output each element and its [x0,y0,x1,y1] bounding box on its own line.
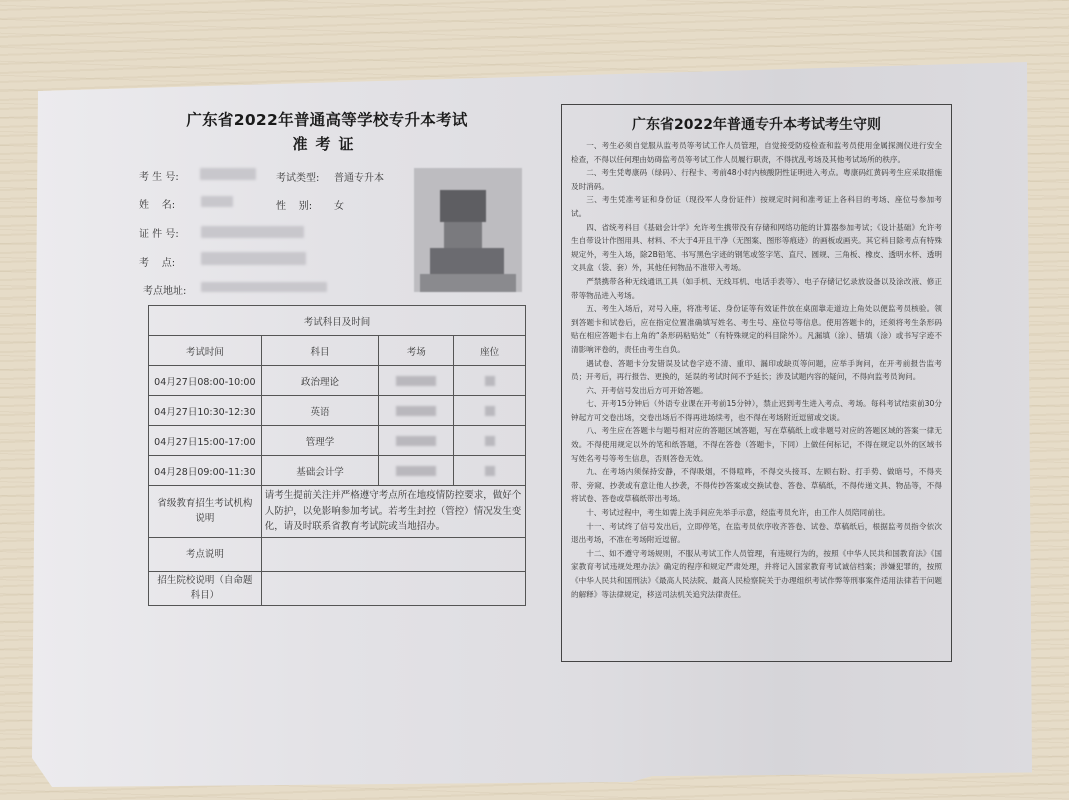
seat-redacted [454,456,526,486]
exam-time: 04月28日09:00-11:30 [149,456,262,486]
exam-no-redacted [200,168,256,180]
rule-paragraph: 六、开考信号发出后方可开始答题。 [586,385,708,395]
rules-title: 广东省2022年普通专升本考试考生守则 [632,117,881,133]
seat-redacted [454,366,526,396]
gender-value: 女 [334,201,344,212]
exam-site-label: 考 点: [139,258,176,269]
candidate-photo-pixelated [414,168,522,292]
schedule-caption: 考试科目及时间 [149,306,526,336]
school-note-label: 招生院校说明（自命题科目） [149,571,262,605]
table-row [149,456,526,486]
rule-paragraph: 三、考生凭准考证和身份证（现役军人身份证件）按规定时间和准考证上各科目的考场、座位号参加考试。 [571,195,942,218]
exam-room-redacted [379,366,454,396]
table-row [149,366,526,396]
exam-type-value: 普通专升本 [334,173,384,184]
site-note-row [149,537,526,571]
table-row [149,396,526,426]
name-redacted [201,196,233,207]
rule-paragraph: 十一、考试终了信号发出后，立即停笔，在监考员依序收齐答卷、试卷、草稿纸后，根据监考员指令依次退出考场，不准在考场附近逗留。 [571,521,942,545]
rule-paragraph: 七、开考15分钟后（外语专业课在开考前15分钟），禁止迟到考生进入考点、考场。每科考试结束前30分钟起方可交卷出场，交卷出场后不得再进场续考，也不得在考场附近逗留或交谈。 [571,399,942,422]
rule-paragraph: 二、考生凭粤康码（绿码）、行程卡、考前48小时内核酸阴性证明进入考点。粤康码红黄码考生应采取措施及时消码。 [571,168,942,191]
header-exam-room: 考场 [379,336,454,366]
rule-paragraph: 一、考生必须自觉服从监考员等考试工作人员管理，自觉接受防疫检查和监考员使用金属探测仪进行安全检查，不得以任何理由妨碍监考员等考试工作人员履行职责，不得扰乱考场及其他考试场所的秩序。 [571,141,942,164]
subject: 英语 [261,396,379,426]
exam-time: 04月27日15:00-17:00 [149,426,262,456]
exam-site-redacted [201,252,306,265]
exam-room-redacted [379,426,454,456]
table-row [149,426,526,456]
header-subject: 科目 [261,336,379,366]
rule-paragraph: 十二、如不遵守考场规则，不服从考试工作人员管理，有违规行为的，按照《中华人民共和国教育法》《国家教育考试违规处理办法》确定的程序和规定严肃处理，并将记入国家教育考试诚信档案；涉嫌犯罪的，按照《中华人民共和国刑法》《最高人民法院、最高人民检察院关于办理组织考试作弊等刑事案件适用法律若干问题的解释》等法律规定，移送司法机关追究法律责任。 [571,548,942,599]
provincial-note-text: 请考生提前关注并严格遵守考点所在地疫情防控要求，做好个人防护，以免影响参加考试。若考生封控（管控）情况发生变化，请及时联系省教育考试院或当地招办。 [261,486,525,538]
ticket-title: 广东省2022年普通高等学校专升本考试 [186,111,468,129]
rule-paragraph: 九、在考场内须保持安静，不得吸烟，不得喧哗，不得交头接耳、左顾右盼、打手势、做暗号，不得夹带、旁窥、抄袭或有意让他人抄袭，不得传抄答案或交换试卷、答卷、草稿纸，不得传递文具、物品等，不得将试卷、答卷或草稿纸带出考场。 [571,467,942,504]
exam-no-label: 考 生 号: [139,172,179,183]
site-note-label: 考点说明 [149,537,262,571]
provincial-note-row [149,486,526,538]
site-address-redacted [201,282,327,292]
school-note-text [261,571,525,605]
rule-paragraph: 八、考生应在答题卡与题号相对应的答题区域答题，写在草稿纸上或非题号对应的答题区域的答案一律无效。不得使用规定以外的笔和纸答题，不得在答卷（答题卡，下同）上做任何标记，不得在规定以外的区域书写姓名考号等考生信息，否则答卷无效。 [571,426,942,463]
rule-paragraph: 四、省统考科目《基础会计学》允许考生携带没有存储和网络功能的计算器参加考试；《设计基础》允许考生自带设计作图用具、材料、不大于4开且干净（无图案、图形等痕迹）的画板或画夹。其它科目除考点有特殊规定外，考生入场，除2B铅笔、书写黑色字迹的钢笔或签字笔、直尺、圆规、三角板、橡皮、透明水杯、透明文具盒（袋、套）外，其他任何物品不准带入考场。 [571,222,942,273]
id-number-redacted [201,226,304,238]
schedule-header-row [149,336,526,366]
rule-paragraph: 遇试卷、答题卡分发错误及试卷字迹不清、重印、漏印或缺页等问题，应举手询问，在开考前报告监考员；开考后，再行报告、更换的，延误的考试时间不予延长；涉及试题内容的疑问，不得向监考员询问。 [571,358,942,382]
seat-redacted [454,396,526,426]
rule-paragraph: 严禁携带各种无线通讯工具（如手机、无线耳机、电话手表等）、电子存储记忆录放设备以及涂改液、修正带等物品进入考场。 [571,276,942,300]
subject: 管理学 [261,426,379,456]
candidate-rules-box [561,104,952,662]
schedule-caption-row [149,306,526,336]
subject: 政治理论 [261,366,379,396]
id-number-label: 证 件 号: [139,229,179,240]
exam-type-label: 考试类型: [276,173,320,184]
ticket-subtitle: 准考证 [292,135,362,153]
exam-time: 04月27日10:30-12:30 [149,396,262,426]
header-seat: 座位 [454,336,526,366]
gender-label: 性 别: [276,201,313,212]
rule-paragraph: 五、考生入场后，对号入座，将准考证、身份证等有效证件放在桌面靠走道边上角处以便监考员核验。领到答题卡和试卷后，应在指定位置准确填写姓名、考生号、座位号等信息。使用答题卡的，还须将考生条形码贴在相应答题卡右上角的“条形码粘贴处”（有特殊规定的科目除外）。凡漏填（涂）、错填（涂）或书写字迹不清影响评卷的，责任由考生自负。 [571,304,942,354]
seat-redacted [454,426,526,456]
school-note-row [149,571,526,605]
exam-schedule-table [148,305,526,606]
rule-paragraph: 十、考试过程中，考生如需上洗手间应先举手示意，经监考员允许，由工作人员陪同前往。 [586,508,890,518]
site-address-label: 考点地址: [143,286,187,297]
subject: 基础会计学 [261,456,379,486]
name-label: 姓 名: [139,200,176,211]
provincial-note-label: 省级教育招生考试机构说明 [149,486,262,538]
exam-time: 04月27日08:00-10:00 [149,366,262,396]
header-exam-time: 考试时间 [149,336,262,366]
site-note-text [261,537,525,571]
exam-room-redacted [379,456,454,486]
exam-room-redacted [379,396,454,426]
